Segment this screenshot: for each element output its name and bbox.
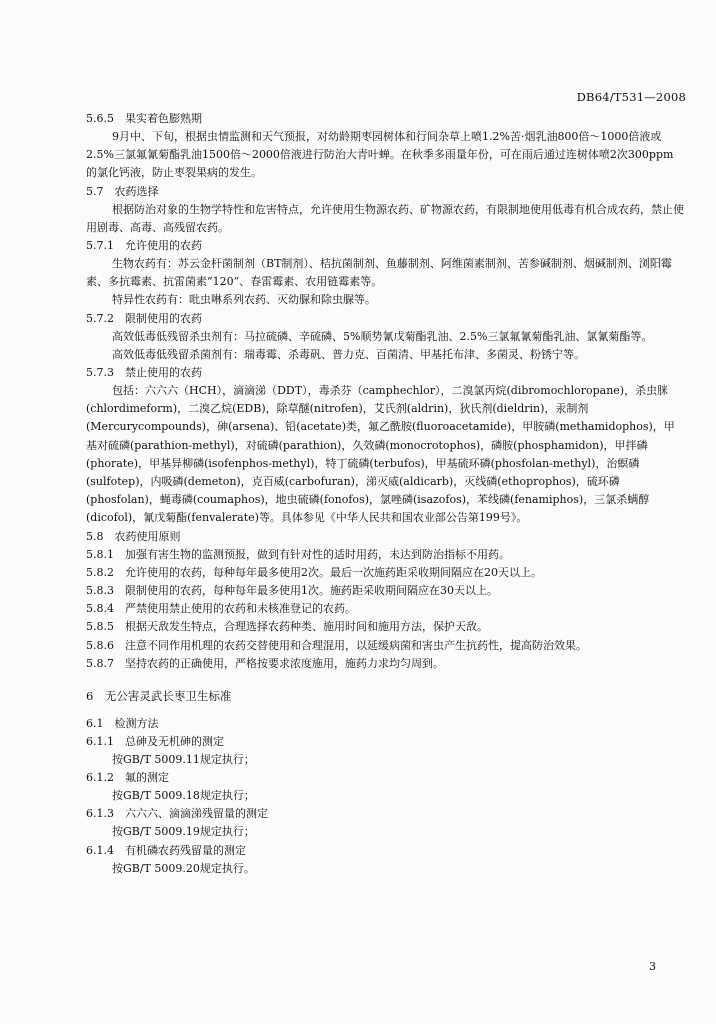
clause-5-8-3: 5.8.3 限制使用的农药，每种每年最多使用1次。施药距采收期间隔应在30天以上。 bbox=[86, 584, 498, 598]
clause-5-8-4: 5.8.4 严禁使用禁止使用的农药和未核准登记的农药。 bbox=[86, 602, 356, 616]
standard-code: DB64/T531—2008 bbox=[576, 90, 686, 104]
heading-5-6-5: 5.6.5 果实着色膨熟期 bbox=[86, 112, 202, 125]
method-6-1-4: 按GB/T 5009.20规定执行。 bbox=[112, 861, 255, 875]
method-6-1-3: 按GB/T 5009.19规定执行； bbox=[112, 825, 255, 839]
method-6-1-1: 按GB/T 5009.11规定执行； bbox=[112, 753, 255, 767]
clause-5-8-2: 5.8.2 允许使用的农药，每种每年最多使用2次。最后一次施药距采收期间隔应在20天以上。 bbox=[86, 565, 542, 579]
heading-6-1-4: 6.1.4 有机磷农药残留量的测定 bbox=[86, 843, 246, 857]
heading-5-7: 5.7 农药选择 bbox=[86, 184, 159, 198]
paragraph-5-6-5: 9月中、下旬，根据虫情监测和天气预报，对幼龄期枣园树体和行间杂草上喷1.2%苦·烟乳油800倍～1000倍液或2.5%三氯氟氰菊酯乳油1500倍～2000倍液进行防治大青叶蝉。在秋季多雨量年份，可在雨后通过连树体喷2次300ppm的氯化钙液，防止枣裂果病的发生。 bbox=[86, 130, 674, 180]
heading-6-1: 6.1 检测方法 bbox=[86, 717, 159, 731]
heading-5-7-2: 5.7.2 限制使用的农药 bbox=[86, 311, 202, 325]
heading-5-7-1: 5.7.1 允许使用的农药 bbox=[86, 239, 202, 253]
clause-5-8-1: 5.8.1 加强有害生物的监测预报，做到有针对性的适时用药，未达到防治指标不用药。 bbox=[86, 547, 510, 561]
paragraph-5-7-3: 包括：六六六（HCH），滴滴涕（DDT），毒杀芬（camphechlor），二溴氯丙烷(dibromochloropane)，杀虫脒(chlordimeform)，二溴乙烷(EDB)，除草醚(nitrofen)，艾氏剂(aldrin)，狄氏剂(dieldrin)，汞制剂(Mercurycompounds)，砷(arsena)、铅(acetate)类，氟乙酰胺(fluoroacetamide)，甲胺磷(methamidophos)，甲基对硫磷(parathion-methyl)，对硫磷(parathion)，久效磷(monocrotophos)，磷胺(phosphamidon)，甲拌磷(phorate)，甲基异柳磷(isofenphos-methyl)，特丁硫磷(terbufos)，甲基硫环磷(phosfolan-methyl)，治螟磷(sulfotep)，内吸磷(demeton)，克百威(carbofuran)，涕灭威(aldicarb)，灭线磷(ethoprophos)，硫环磷(phosfolan)，蝇毒磷(coumaphos)，地虫硫磷(fonofos)，氯唑磷(isazofos)，苯线磷(fenamiphos)，三氯杀螨醇(dicofol)，氰戊菊酯(fenvalerate)等。具体参见《中华人民共和国农业部公告第199号》。 bbox=[86, 384, 675, 525]
paragraph-5-7-2-insecticide: 高效低毒低残留杀虫剂有：马拉硫磷、辛硫磷、5%顺势氰戊菊酯乳油、2.5%三氯氟氰菊酯乳油、氯氰菊酯等。 bbox=[112, 329, 653, 343]
clause-5-8-6: 5.8.6 注意不同作用机理的农药交替使用和合理混用，以延缓病菌和害虫产生抗药性，提高防治效果。 bbox=[86, 638, 587, 652]
heading-6-1-1: 6.1.1 总砷及无机砷的测定 bbox=[86, 735, 224, 749]
paragraph-5-7-2-fungicide: 高效低毒低残留杀菌剂有：瑞毒霉、杀毒矾、普力克、百菌清、甲基托布津、多菌灵、粉锈宁等。 bbox=[112, 347, 585, 361]
paragraph-5-7-1-specific: 特异性农药有：吡虫啉系列农药、灭幼脲和除虫脲等。 bbox=[112, 293, 376, 307]
clause-5-8-5: 5.8.5 根据天敌发生特点，合理选择农药种类、施用时间和施用方法，保护天敌。 bbox=[86, 620, 488, 634]
chapter-6-title: 6 无公害灵武长枣卫生标准 bbox=[86, 689, 232, 704]
page-number: 3 bbox=[649, 960, 656, 973]
heading-5-8: 5.8 农药使用原则 bbox=[86, 529, 181, 543]
method-6-1-2: 按GB/T 5009.18规定执行； bbox=[112, 789, 255, 803]
clause-5-8-7: 5.8.7 坚持农药的正确使用，严格按要求浓度施用，施药力求均匀周到。 bbox=[86, 656, 444, 670]
heading-6-1-3: 6.1.3 六六六、滴滴涕残留量的测定 bbox=[86, 807, 268, 821]
heading-5-7-3: 5.7.3 禁止使用的农药 bbox=[86, 366, 202, 380]
heading-6-1-2: 6.1.2 氟的测定 bbox=[86, 771, 169, 785]
paragraph-5-7: 根据防治对象的生物学特性和危害特点，允许使用生物源农药、矿物源农药，有限制地使用低毒有机合成农药，禁止使用剧毒、高毒、高残留农药。 bbox=[86, 202, 684, 234]
paragraph-5-7-1-bio: 生物农药有：苏云金杆菌制剂（BT制剂）、桔抗菌制剂、鱼藤制剂、阿维菌素制剂、苦参碱制剂、烟碱制剂、浏阳霉素、多抗霉素、抗雷菌素“120”、春雷霉素、农用链霉素等。 bbox=[86, 257, 672, 289]
page-content bbox=[86, 110, 684, 878]
